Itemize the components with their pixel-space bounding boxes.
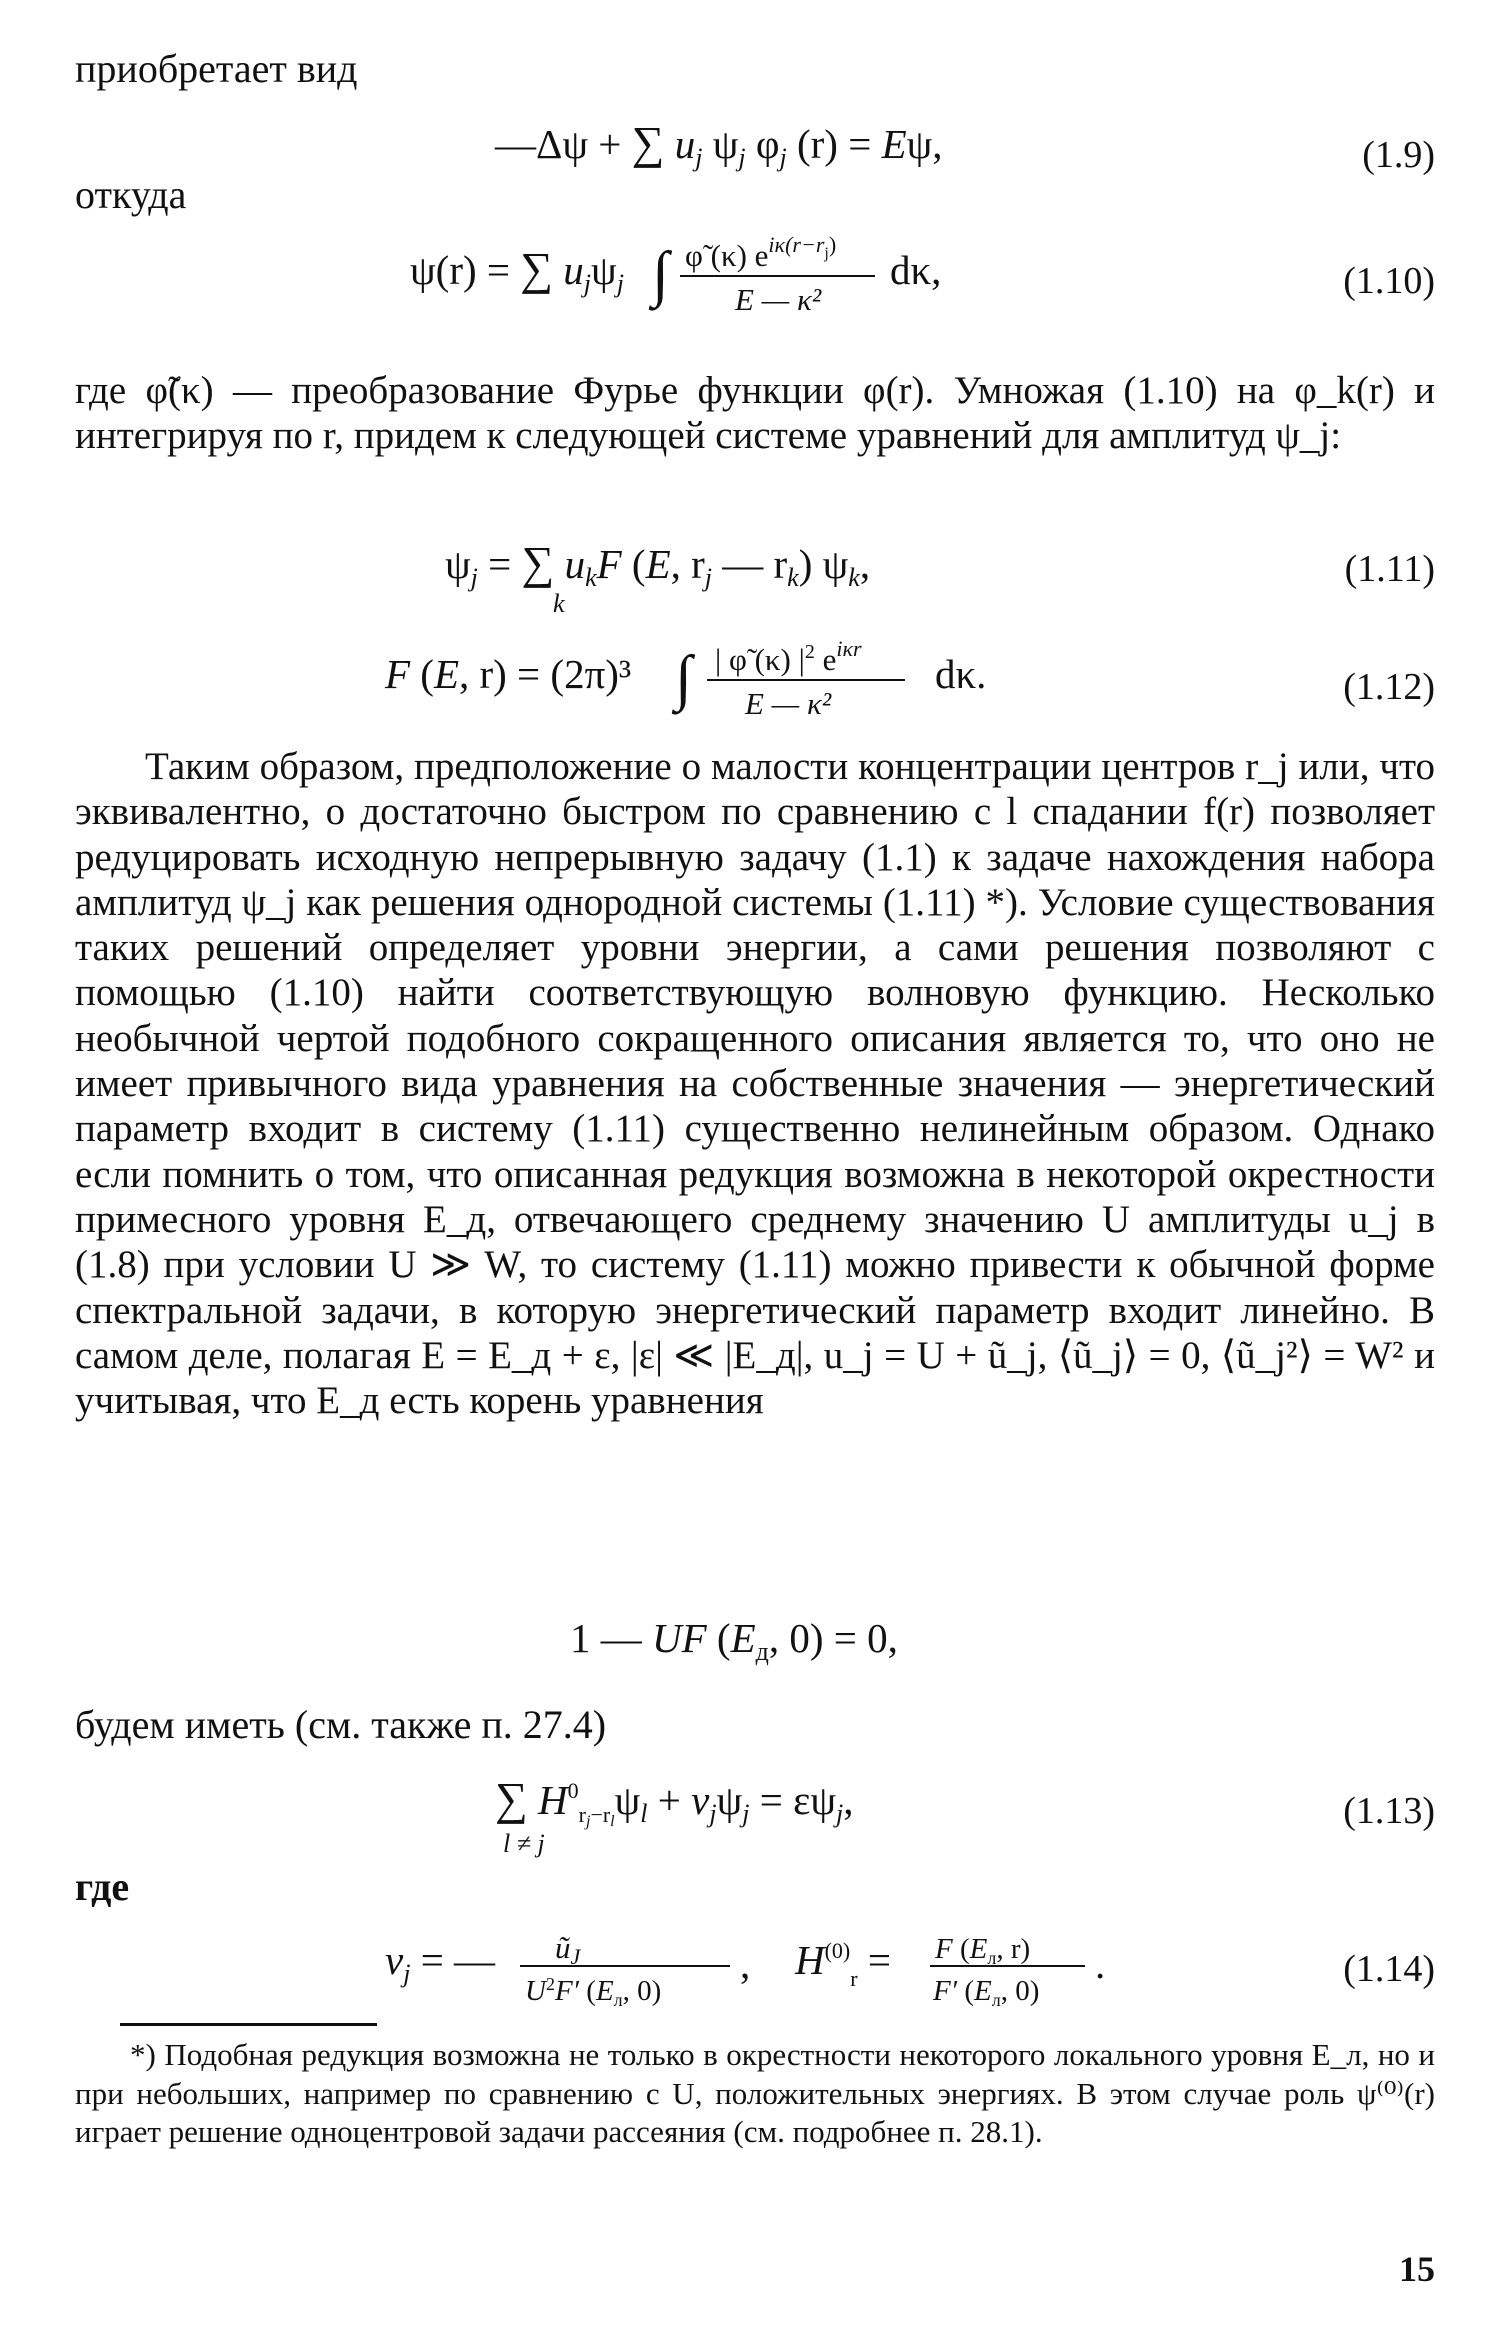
intro-line: приобретает вид [75,46,358,91]
equation-number: (1.14) [1343,1948,1435,1990]
equation-1-10-math [75,218,1265,328]
equation-root [75,1604,1435,1694]
svg-text:dκ,: dκ, [890,247,942,293]
equation-number: (1.10) [1343,260,1435,302]
footnote-rule [120,2023,377,2026]
equation-1-13 [75,1768,1435,1858]
equation-1-13-math [75,1768,1265,1868]
svg-text:k: k [553,589,565,618]
svg-text:∫: ∫ [652,240,669,308]
svg-text:l ≠ j: l ≠ j [503,1829,545,1858]
svg-text:F′ (Eл, 0): F′ ($E_л$, 0) [933,1975,1040,2010]
svg-text:dκ.: dκ. [935,651,987,697]
equation-1-9-math [75,108,1265,198]
equation-number: (1.12) [1343,666,1435,708]
equation-1-14 [75,1916,1435,2010]
svg-text:ũJ: ũJ [555,1930,581,1969]
text-line-gde: где [75,1864,130,1909]
svg-text:ψ(r) = ∑ ujψj: ψ(r) = ∑ ujψj [410,243,624,298]
equation-1-11 [75,530,1435,620]
svg-text:φ̃ (κ) eiκ(r−rj): φ̃ (κ) $e^{i\kappa(r-r}j$) [685,232,837,273]
equation-1-14-math [75,1916,1265,2016]
text-line-budem: будем иметь (см. также п. 27.4) [75,1702,607,1747]
svg-text:| φ̃ (κ) |2 eiκr: | φ̃ (κ) $|^2$ $e^{i\kappa r}$ [715,636,862,677]
svg-text:F (Eл, r): F ($E_л$, r) [935,1933,1031,1968]
equation-1-11-math [75,530,1265,620]
svg-text:1 — UF (Eд, 0) = 0,: 1 — UF (Eд, 0) = 0, [570,1615,898,1666]
svg-text:vj = —: vj = — [385,1937,496,1988]
svg-text:F (E, r) = (2π)³: F (E, r) = (2π)³ [385,651,632,697]
svg-text:E — κ²: E — κ² [735,282,822,317]
svg-text:ψj = ∑ ukF (E, rj — rk) ψk,: ψj = ∑ ukF (E, rj — rk) ψk, [445,537,871,592]
svg-text:,: , [740,1941,751,1987]
svg-text:∑ H0rj−rlψl + vjψj = εψj,: ∑ $H^0_rj-rl\psi l + vj\psi j = \varepsilon\psi j$, [495,1773,854,1830]
svg-text:—Δψ + ∑ uj ψj φj (r) = Eψ,: —Δψ + ∑ uj ψj φj (r) = Eψ, [495,117,943,172]
equation-number: (1.11) [1344,548,1435,590]
equation-1-10 [75,218,1435,317]
svg-text:H(0)r =: $H^{(0)}_r$ = [795,1937,891,1991]
equation-1-12 [75,620,1435,721]
paragraph-reduction: Таким образом, предположение о малости концентрации центров r_j или, что эквивалентно, о достаточно быстром по сравнению с l спадании f(r) позволяет редуцировать исходную непрерывную задачу (1.1) к задаче нахождения набора амплитуд ψ_j как решения однородной системы (1.11) *). Условие существования таких решений определяет уровни энергии, а сами решения позволяют с помощью (1.10) найти соответствующую волновую функцию. Несколько необычной чертой подобного сокращенного описания является то, что оно не имеет привычного вида уравнения на собственные значения — энергетический параметр входит в систему (1.11) существенно нелинейным образом. Однако если помнить о том, что описанная редукция возможна в некоторой окрестности примесного уровня E_д, отвечающего среднему значению U амплитуды u_j в (1.8) при условии U ≫ W, то систему (1.11) можно привести к обычной форме спектральной задачи, в которую энергетический параметр входит линейно. В самом деле, полагая E = E_д + ε, |ε| ≪ |E_д|, u_j = U + ũ_j, ⟨ũ_j⟩ = 0, ⟨ũ_j²⟩ = W² и учитывая, что E_д есть корень уравнения [75,745,1435,1423]
svg-text:.: . [1095,1941,1106,1987]
page-number: 15 [1399,2249,1435,2289]
text-line-otkuda: откуда [75,172,187,217]
footnote: *) Подобная редукция возможна не только в окрестности некоторого локального уровня E_л, но и при небольших, например по сравнению с U, положительных энергиях. В этом случае роль ψ⁽⁰⁾(r) играет решение одноцентровой задачи рассеяния (см. подробнее п. 28.1). [75,2037,1435,2149]
svg-text:∫: ∫ [675,644,692,712]
svg-text:U2F′ (Eл, 0): $U^2F'$ ($E_л$, 0) [525,1974,662,2010]
equation-number: (1.9) [1362,134,1435,176]
svg-text:E — κ²: E — κ² [745,686,832,721]
equation-root-math [75,1604,1265,1694]
equation-1-9 [75,108,1435,198]
equation-1-12-math [75,620,1265,730]
paragraph-fourier: где φ̃(κ) — преобразование Фурье функции φ(r). Умножая (1.10) на φ_k(r) и интегрируя по r, придем к следующей системе уравнений для амплитуд ψ_j: [75,369,1435,458]
equation-number: (1.13) [1343,1790,1435,1832]
